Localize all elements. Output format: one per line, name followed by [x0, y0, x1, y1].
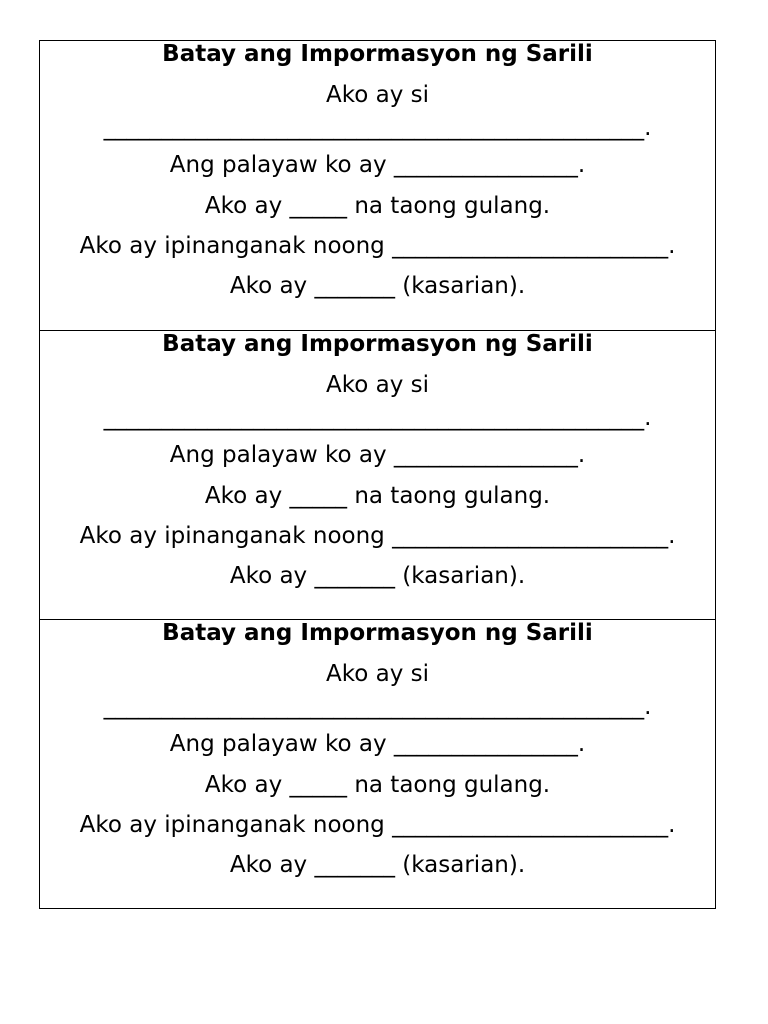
age-line: Ako ay _____ na taong gulang.	[204, 483, 551, 509]
name-prompt: Ako ay si	[325, 82, 429, 108]
birthdate-line: Ako ay ipinanganak noong ________________________.	[79, 233, 676, 259]
age-line: Ako ay _____ na taong gulang.	[204, 193, 551, 219]
card-title: Batay ang Impormasyon ng Sarili	[162, 620, 593, 646]
name-blank: _______________________________________________.	[103, 115, 652, 141]
birthdate-line: Ako ay ipinanganak noong ________________________.	[79, 523, 676, 549]
nickname-line: Ang palayaw ko ay ________________.	[169, 731, 586, 757]
nickname-line: Ang palayaw ko ay ________________.	[169, 152, 586, 178]
info-card	[40, 41, 715, 330]
card-title: Batay ang Impormasyon ng Sarili	[162, 331, 593, 357]
card-title: Batay ang Impormasyon ng Sarili	[162, 41, 593, 67]
gender-line: Ako ay _______ (kasarian).	[229, 563, 526, 589]
birthdate-line: Ako ay ipinanganak noong ________________________.	[79, 812, 676, 838]
gender-line: Ako ay _______ (kasarian).	[229, 852, 526, 878]
name-blank: _______________________________________________.	[103, 694, 652, 720]
nickname-line: Ang palayaw ko ay ________________.	[169, 442, 586, 468]
name-prompt: Ako ay si	[325, 372, 429, 398]
info-card	[40, 619, 715, 908]
worksheet-table	[39, 40, 716, 909]
age-line: Ako ay _____ na taong gulang.	[204, 772, 551, 798]
info-card	[40, 330, 715, 619]
gender-line: Ako ay _______ (kasarian).	[229, 273, 526, 299]
name-blank: _______________________________________________.	[103, 405, 652, 431]
name-prompt: Ako ay si	[325, 661, 429, 687]
